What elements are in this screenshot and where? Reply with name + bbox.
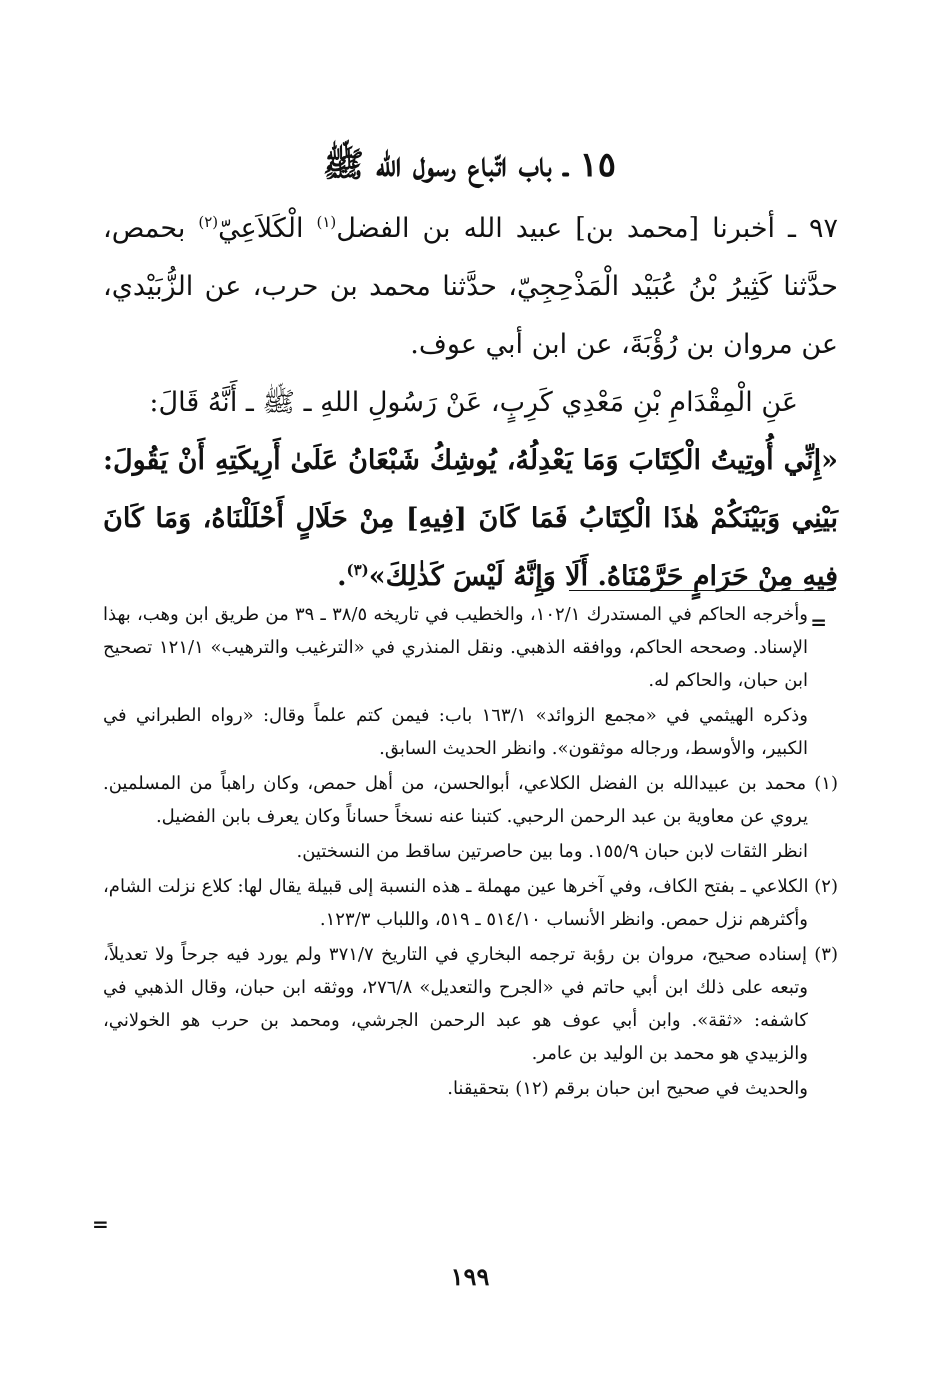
footnote-3: (٣) إسناده صحيح، مروان بن رؤبة ترجمه البخاري في التاريخ ٣٧١/٧ ولم يورد فيه جرحاً ولا تعديلاً، وتبعه على ذلك ابن أبي حاتم في «الجرح والتعديل» ٢٧٦/٨، ووثقه ابن حبان، وقال الذهبي في كاشفه: «ثقة». وابن أبي عوف هو عبد الرحمن الجرشي، ومحمد بن حرب هو الخولاني، والزبيدي هو محمد بن الوليد بن عامر. xyxy=(103,944,838,1064)
footnote-ref-1: (١) xyxy=(316,213,337,231)
isnad-start: ٩٧ ـ أخبرنا [محمد بن] عبيد الله بن الفضل xyxy=(336,213,838,244)
footnote-ref-2: (٢) xyxy=(198,213,219,231)
footnote-ref-3: (٣) xyxy=(346,561,369,579)
footnote-divider xyxy=(569,590,834,591)
matn-end: . xyxy=(337,561,347,592)
hadith-matn xyxy=(103,432,838,606)
footnote-continued-1: وأخرجه الحاكم في المستدرك ١٠٢/١، والخطيب في تاريخه ٣٨/٥ ـ ٣٩ من طريق ابن وهب، بهذا الإسناد. وصححه الحاكم، ووافقه الذهبي. ونقل المنذري في «الترغيب والترهيب» ١٢١/١ تصحيح ابن حبان، والحاكم له. xyxy=(103,604,809,691)
matn-text: «إِنِّي أُوتِيتُ الْكِتَابَ وَمَا يَعْدِلُهُ، يُوشِكُ شَبْعَانُ عَلَىٰ أَرِيكَتِهِ أَنْ يَقُولَ: بَيْنِي وَبَيْنَكُمْ هٰذَا الْكِتَابُ فَمَا كَانَ [فِيهِ] مِنْ حَلَالٍ أَحْلَلْنَاهُ، وَمَا كَانَ فِيهِ مِنْ حَرَامٍ حَرَّمْنَاهُ. أَلَا وَإِنَّهُ لَيْسَ كَذٰلِكَ» xyxy=(103,445,838,592)
hadith-isnad xyxy=(103,200,838,374)
continuation-mark-top: = xyxy=(810,610,827,634)
hadith-chain-intro: عَنِ الْمِقْدَامِ بْنِ مَعْدِي كَرِبٍ، عَنْ رَسُولِ اللهِ ـ ﷺ ـ أَنَّهُ قَالَ: xyxy=(149,387,798,418)
chapter-title: ١٥ ـ باب اتّباع رسول الله ﷺ xyxy=(322,145,617,185)
footnote-2: (٢) الكلاعي ـ بفتح الكاف، وفي آخرها عين مهملة ـ هذه النسبة إلى قبيلة يقال لها: كلاع نزلت الشام، وأكثرهم نزل حمص. وانظر الأنساب ٥١٤/١٠ ـ ٥١٩، واللباب ١٢٣/٣. xyxy=(103,876,838,930)
footnote-1-source: انظر الثقات لابن حبان ١٥٥/٩. وما بين حاصرتين ساقط من النسختين. xyxy=(296,841,808,862)
isnad-kalai: الْكَلاَعِيّ xyxy=(218,213,317,244)
hadith-text xyxy=(103,200,838,606)
footnote-continued-2: وذكره الهيثمي في «مجمع الزوائد» ١٦٣/١ باب: فيمن كتم علماً وقال: «رواه الطبراني في الكبير، والأوسط، ورجاله موثقون». وانظر الحديث السابق. xyxy=(103,705,808,759)
isnad-rest: بحمص، حدَّثنا كَثِيرُ بْنُ عُبَيْد الْمَذْحِجِيّ، حدَّثنا محمد بن حرب، عن الزُّبَيْدي، عن مروان بن رُؤْبَةَ، عن ابن أبي عوف. xyxy=(103,213,838,360)
footnote-3-reference: والحديث في صحيح ابن حبان برقم (١٢) بتحقيقنا. xyxy=(447,1078,808,1099)
page-number: ١٩٩ xyxy=(450,1262,490,1291)
footnote-1: (١) محمد بن عبيدالله بن الفضل الكلاعي، أبوالحسن، من أهل حمص، وكان راهباً من المسلمين. يروي عن معاوية بن عبد الرحمن الرحبي. كتبنا عنه نسخاً حساناً وكان يعرف بابن الفضيل. xyxy=(103,773,838,827)
footnotes xyxy=(103,598,838,1107)
continuation-mark-bottom: = xyxy=(92,1212,109,1236)
